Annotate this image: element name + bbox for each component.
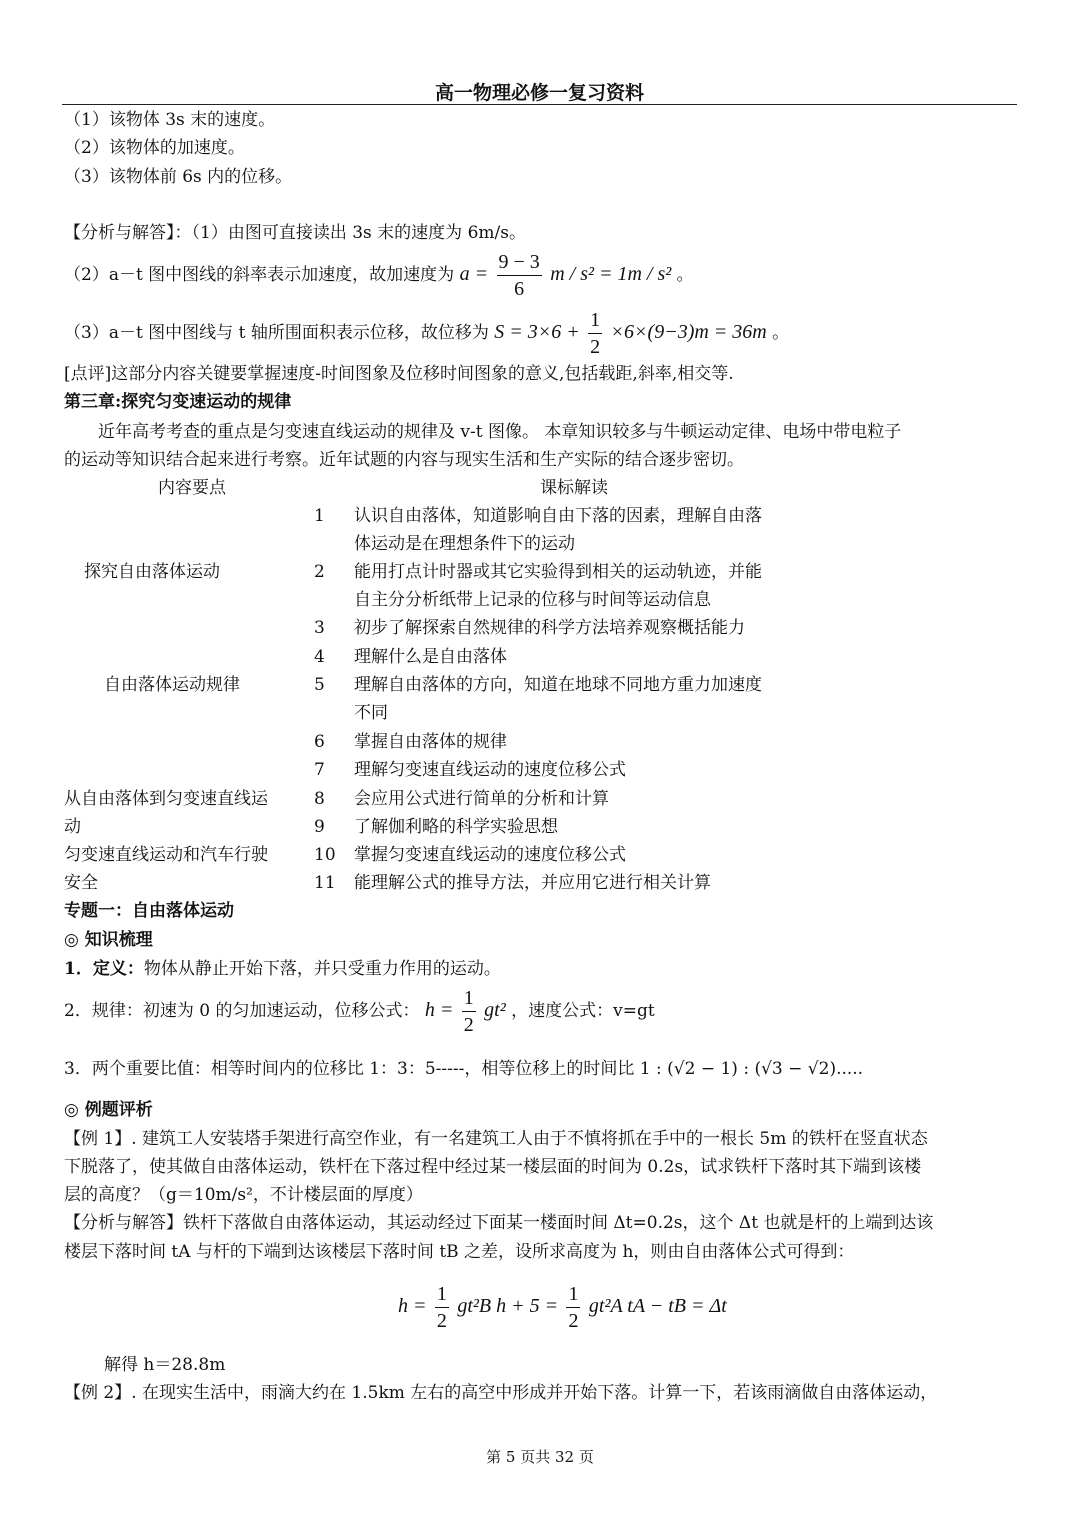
table-topic-1: 探究自由落体运动 [84,562,220,582]
definition-label: 1．定义： [64,959,144,979]
table-row-number: 9 [314,817,325,837]
table-row-text: 理解匀变速直线运动的速度位移公式 [354,760,626,780]
table-row-number: 8 [314,789,325,809]
analysis-line-2-rhs: m / s² = 1m / s² [550,263,672,285]
example1-equation [398,1276,727,1337]
fraction-numerator: 1 [435,1281,449,1308]
fraction-denominator: 2 [463,1014,474,1036]
table-row-text: 掌握自由落体的规律 [354,732,507,752]
acceleration-fraction [497,249,542,302]
ratio-line: 3．两个重要比值：相等时间内的位移比 1：3：5-----，相等位移上的时间比 1 : (√2 − 1) : (√3 − √2)..... [64,1059,864,1079]
question-1: （1）该物体 3s 末的速度。 [64,110,276,130]
table-row-number: 2 [314,562,325,582]
law-text: 2．规律：初速为 0 的匀加速运动，位移公式： [64,1001,420,1021]
example1-line-2: 下脱落了，使其做自由落体运动，铁杆在下落过程中经过某一楼层面的时间为 0.2s，试求铁杆下落时其下端到该楼 [64,1157,922,1177]
table-topic-4: 匀变速直线运动和汽车行驶 [64,845,268,865]
table-row-text: 体运动是在理想条件下的运动 [354,534,575,554]
equation-middle: gt²B h + 5 = [457,1295,559,1317]
table-row-text: 自主分分析纸带上记录的位移与时间等运动信息 [354,590,711,610]
chapter-intro-2: 的运动等知识结合起来进行考察。近年试题的内容与现实生活和生产实际的结合逐步密切。 [64,450,744,470]
law-lhs: h = [424,999,454,1021]
example1-line-3: 层的高度？（g＝10m/s²，不计楼层面的厚度） [64,1185,423,1205]
analysis-line-2 [64,248,694,302]
equation-fraction-1 [435,1281,449,1334]
chapter-intro-1: 近年高考考查的重点是匀变速直线运动的规律及 v-t 图像。 本章知识较多与牛顿运动定律、电场中带电粒子 [98,422,902,442]
question-2: （2）该物体的加速度。 [64,138,245,158]
examples-heading: ◎ 例题评析 [64,1100,153,1120]
fraction-denominator: 2 [590,336,601,358]
table-row-text: 了解伽利略的科学实验思想 [354,817,558,837]
fraction-denominator: 2 [568,1310,579,1332]
table-row-text: 会应用公式进行简单的分析和计算 [354,789,609,809]
header-divider [62,104,1017,105]
table-topic-3: 从自由落体到匀变速直线运 [64,789,268,809]
table-topic-3-cont: 动 [64,817,81,837]
example1-analysis-2: 楼层下落时间 tA 与杆的下端到达该楼层下落时间 tB 之差，设所求高度为 h，则由自由落体公式可得到： [64,1242,855,1262]
definition-line [64,957,501,981]
law-line [64,984,655,1038]
topic-title: 专题一：自由落体运动 [64,901,234,921]
equation-fraction-2 [566,1281,580,1334]
table-row-number: 4 [314,647,325,667]
analysis-line-3-end: 。 [772,323,790,343]
analysis-line-3-lhs: S = 3×6 + [494,321,580,343]
table-row-text: 初步了解探索自然规律的科学方法培养观察概括能力 [354,618,745,638]
comment-line: [点评]这部分内容关键要掌握速度-时间图象及位移时间图象的意义,包括载距,斜率,相交等. [64,364,734,384]
table-row-number: 3 [314,618,325,638]
table-row-text: 掌握匀变速直线运动的速度位移公式 [354,845,626,865]
table-row-number: 1 [314,506,325,526]
example1-line-1: 【例 1】. 建筑工人安装塔手架进行高空作业，有一名建筑工人由于不慎将抓在手中的一根长 5m 的铁杆在竖直状态 [64,1129,928,1149]
analysis-line-3-text: （3）a－t 图中图线与 t 轴所围面积表示位移，故位移为 [64,323,489,343]
table-topic-2: 自由落体运动规律 [104,675,240,695]
law-rhs: gt² [484,999,506,1021]
page-number: 第 5 页共 32 页 [486,1448,594,1466]
example1-answer: 解得 h＝28.8m [104,1355,226,1375]
table-row-number: 10 [314,845,336,865]
example1-analysis-1: 【分析与解答】铁杆下落做自由落体运动，其运动经过下面某一楼面时间 Δt=0.2s，这个 Δt 也就是杆的上端到达该 [64,1213,934,1233]
definition-text: 物体从静止开始下落，并只受重力作用的运动。 [143,959,501,979]
table-row-text: 认识自由落体，知道影响自由下落的因素，理解自由落 [354,506,762,526]
table-row-text: 能理解公式的推导方法，并应用它进行相关计算 [354,873,711,893]
fraction-denominator: 6 [514,278,525,300]
analysis-line-2-text: （2）a－t 图中图线的斜率表示加速度，故加速度为 [64,265,455,285]
table-row-number: 11 [314,873,336,893]
law-fraction [462,985,476,1038]
example2-line-1: 【例 2】. 在现实生活中，雨滴大约在 1.5km 左右的高空中形成并开始下落。计算一下，若该雨滴做自由落体运动， [64,1383,938,1403]
table-row-number: 5 [314,675,325,695]
half-fraction [588,307,602,360]
table-row-number: 6 [314,732,325,752]
question-3: （3）该物体前 6s 内的位移。 [64,167,293,187]
table-row-number: 7 [314,760,325,780]
analysis-line-3 [64,306,789,360]
table-topic-4-cont: 安全 [64,873,98,893]
analysis-line-3-rhs: ×6×(9−3)m = 36m [610,321,767,343]
fraction-denominator: 2 [436,1310,447,1332]
table-row-text: 不同 [354,703,388,723]
fraction-numerator: 1 [588,307,602,334]
table-header-topic: 内容要点 [158,478,226,498]
table-row-text: 能用打点计时器或其它实验得到相关的运动轨迹，并能 [354,562,762,582]
law-post: ，速度公式：v=gt [511,1001,655,1021]
equation-lhs: h = [398,1295,427,1317]
chapter-title: 第三章:探究匀变速运动的规律 [64,392,292,412]
knowledge-heading: ◎ 知识梳理 [64,930,153,950]
table-row-text: 理解什么是自由落体 [354,647,507,667]
analysis-line-2-end: 。 [676,265,694,285]
fraction-numerator: 9 − 3 [497,249,542,276]
analysis-line-2-lhs: a = [459,263,489,285]
fraction-numerator: 1 [462,985,476,1012]
equation-rhs: gt²A tA − tB = Δt [588,1295,727,1317]
page-header-title: 高一物理必修一复习资料 [434,82,644,104]
fraction-numerator: 1 [566,1281,580,1308]
analysis-line-1: 【分析与解答】：（1）由图可直接读出 3s 末的速度为 6m/s。 [64,223,526,243]
table-row-text: 理解自由落体的方向，知道在地球不同地方重力加速度 [354,675,762,695]
table-header-interpretation: 课标解读 [540,478,608,498]
